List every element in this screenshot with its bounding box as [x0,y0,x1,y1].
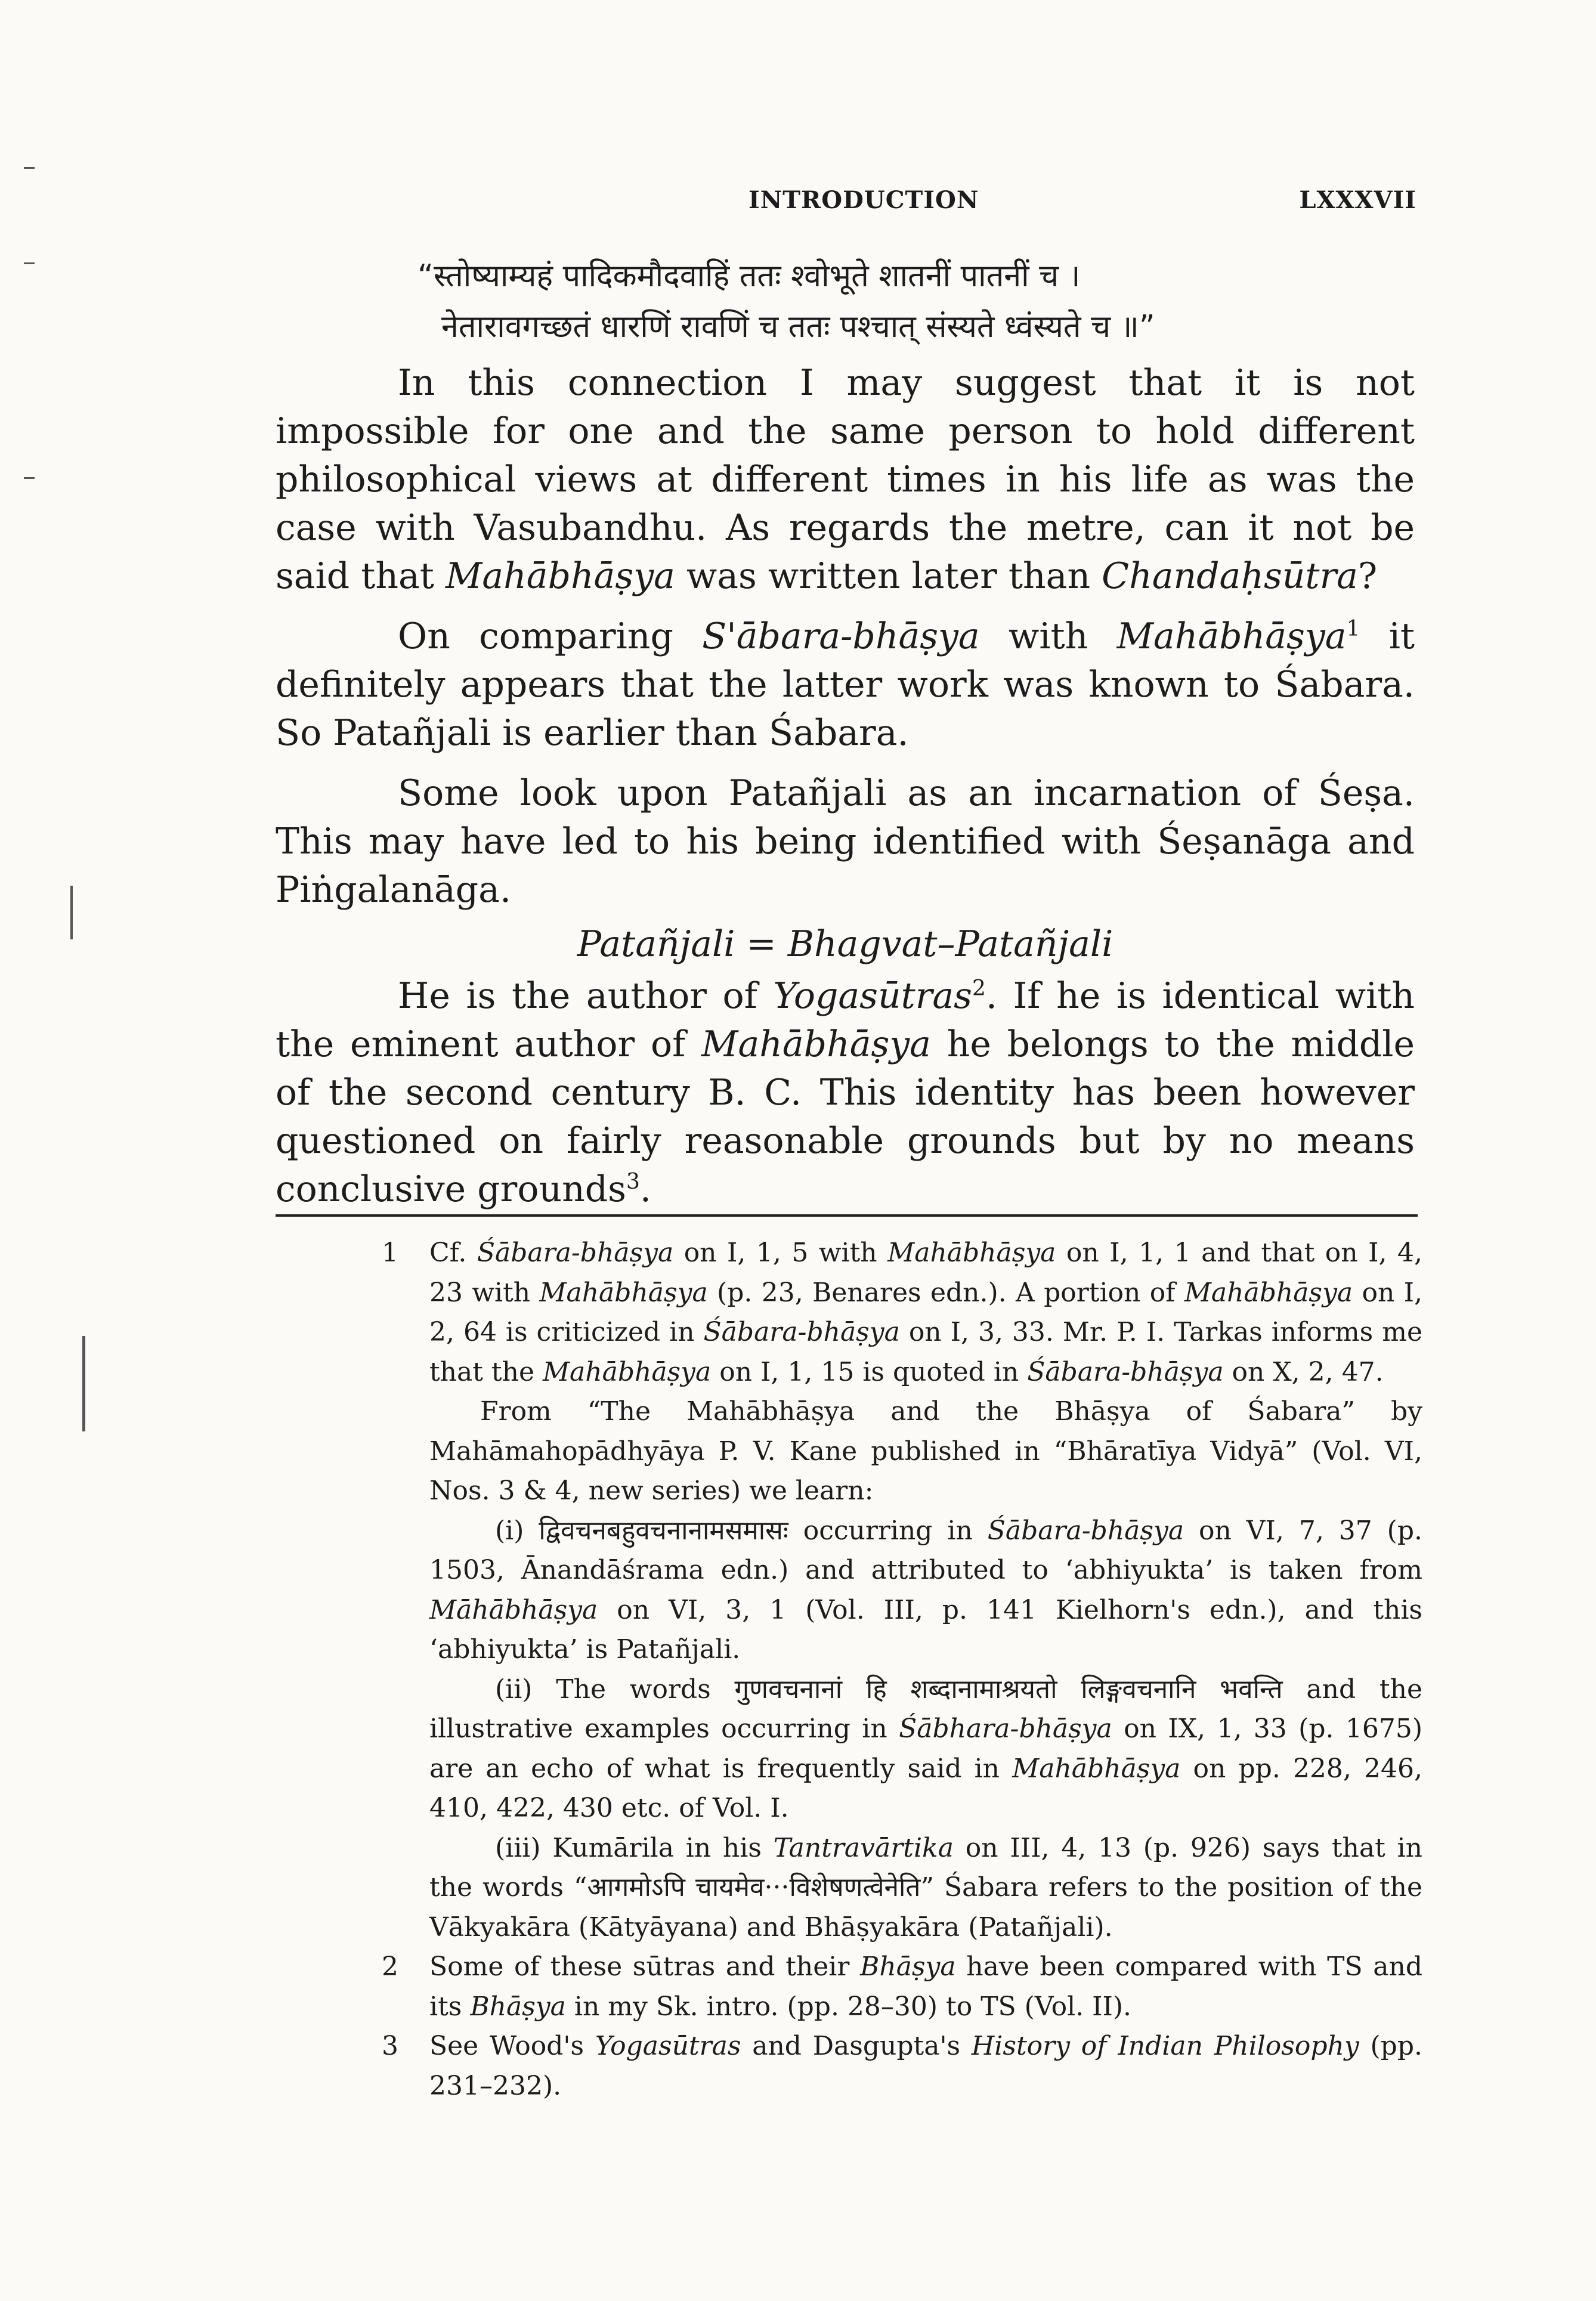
footnote-2: 2 Some of these sūtras and their Bhāṣya have been compared with TS and its Bhāṣya in my Sk. intro. (pp. 28–30) to TS (Vol. II). [429,1947,1422,2027]
page-number: LXXXVII [1299,186,1416,214]
margin-mark [24,167,35,169]
footnote-item-ii: (ii) The words गुणवचनानां हि शब्दानामाश्रयतो लिङ्गवचनानि भवन्ति and the illustrative examples occurring in Śābhara-bhāṣya on IX, 1, 33 (p. 1675) are an echo of what is frequently said in Mahābhāṣya on pp. 228, 246, 410, 422, 430 etc. of Vol. I. [429,1674,1422,1823]
footnote-item-i: (i) द्विवचनबहुवचनानामसमासः occurring in Śābara-bhāṣya on VI, 7, 37 (p. 1503, Ānandāśrama edn.) and attributed to ‘abhiyukta’ is taken from Māhābhāṣya on VI, 3, 1 (Vol. III, p. 141 Kielhorn's edn.), and this ‘abhiyukta’ is Patañjali. [429,1515,1422,1665]
margin-mark [24,477,35,479]
footnote-ref: 3 [626,1170,640,1194]
footnote-item-iii: (iii) Kumārila in his Tantravārtika on III, 4, 13 (p. 926) says that in the words “आगमोऽपि चायमेव···विशेषणत्वेनेति” Śabara refers to the position of the Vākyakāra (Kātyāyana) and Bhāṣyakāra (Patañjali). [429,1832,1422,1943]
sanskrit-verse-line: “स्तोष्याम्यहं पादिकमौदवाहिं ततः श्वोभूते शातनीं पातनीं च । [417,258,1081,294]
footnote-3: 3 See Wood's Yogasūtras and Dasgupta's History of Indian Philosophy (pp. 231–232). [429,2027,1422,2106]
paragraph: He is the author of Yogasūtras$^2$. If he is identical with the eminent author of Mahābhāṣya he belongs to the middle of the second century B. C. This identity has been however questioned on fairly reasonable grounds but by no means conclusive grounds$^3$. [276,975,1415,1210]
paragraph: Some look upon Patañjali as an incarnation of Śeṣa. This may have led to his being identified with Śeṣanāga and Piṅgalanāga. [276,772,1415,911]
margin-mark [70,886,73,939]
footnote-rule [276,1214,1418,1217]
footnote-1: 1 Cf. Śābara-bhāṣya on I, 1, 5 with Mahābhāṣya on I, 1, 1 and that on I, 4, 23 with Mahābhāṣya (p. 23, Benares edn.). A portion of Mahābhāṣya on I, 2, 64 is criticized in Śābara-bhāṣya on I, 3, 33. Mr. P. I. Tarkas informs me that the Mahābhāṣya on I, 1, 15 is quoted in Śābara-bhāṣya on X, 2, 47. [429,1233,1422,1392]
footnote-paragraph: From “The Mahābhāṣya and the Bhāṣya of Śabara” by Mahāmahopādhyāya P. V. Kane published in “Bhāratīya Vidyā” (Vol. VI, Nos. 3 & 4, new series) we learn: [429,1396,1422,1506]
margin-mark [82,1336,85,1431]
footnote-ref: 2 [972,976,986,1001]
footnote-number: 3 [382,2031,398,2061]
paragraph: On comparing S'ābara-bhāṣya with Mahābhāṣya$^1$ it definitely appears that the latter work was known to Śabara. So Patañjali is earlier than Śabara. [276,616,1415,754]
main-text [276,359,1415,1214]
paragraph: In this connection I may suggest that it is not impossible for one and the same person to hold different philosophical views at different times in his life as was the case with Vasubandhu. As regards the metre, can it not be said that Mahābhāṣya was written later than Chandaḥsūtra? [276,362,1415,597]
footnotes [382,1233,1423,2106]
footnote-ref: 1 [1346,617,1360,641]
running-header [748,186,1416,222]
footnote-number: 2 [382,1951,398,1982]
equation-heading: Patañjali = Bhagvat–Patañjali [577,923,1114,965]
margin-mark [24,262,35,264]
footnote-number: 1 [382,1238,398,1268]
sanskrit-verse-line: नेतारावगच्छतं धारणिं रावणिं च ततः पश्चात् संस्यते ध्वंस्यते च ॥” [441,309,1155,345]
header-title: INTRODUCTION [748,186,979,214]
